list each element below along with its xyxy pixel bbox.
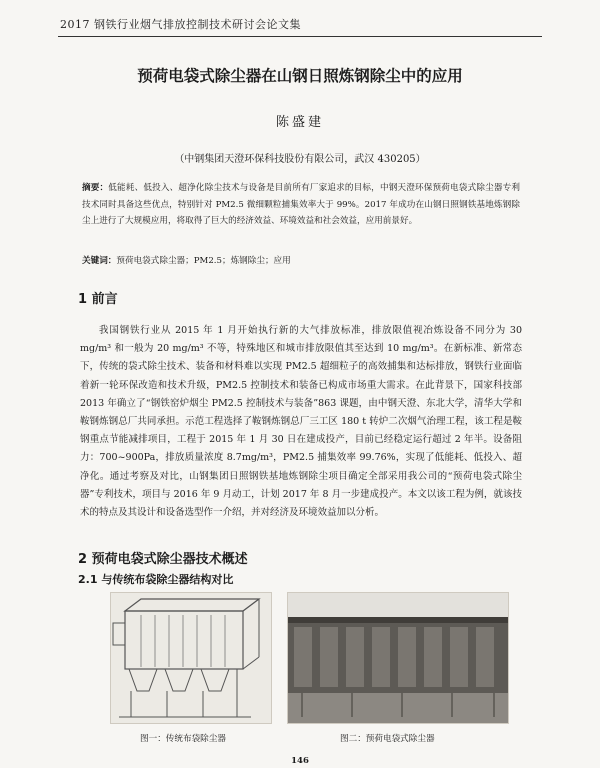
keywords-label: 关键词： (82, 256, 117, 266)
affiliation: （中钢集团天澄环保科技股份有限公司，武汉 430205） (174, 154, 426, 165)
author: 陈盛建 (275, 115, 324, 130)
running-head: 2017 钢铁行业烟气排放控制技术研讨会论文集 (60, 18, 301, 31)
figure-2-caption: 图二：预荷电袋式除尘器 (340, 734, 435, 744)
abstract (82, 180, 520, 230)
figure-1-caption: 图一：传统布袋除尘器 (140, 734, 226, 744)
figure-traditional-bag-filter (110, 592, 272, 724)
keywords (82, 254, 520, 266)
page-number: 146 (291, 756, 309, 766)
bag-filter-drawing (111, 593, 271, 723)
keywords-text: 预荷电袋式除尘器；PM2.5；炼钢除尘；应用 (116, 256, 291, 266)
figure-precharged-bag-filter (287, 592, 509, 724)
abstract-text: 低能耗、低投入、超净化除尘技术与设备是目前所有厂家追求的目标，中钢天澄环保预荷电袋式除尘器专利技术同时具备这些优点，特别针对 PM2.5 微细颗粒捕集效率大于 99%。2017 年成功在山钢日照钢铁基地炼钢除尘上进行了大规模应用，将取得了巨大的经济效益、环境效益和社会效益，应用前景好。 (82, 183, 520, 226)
paper-title: 预荷电袋式除尘器在山钢日照炼钢除尘中的应用 (137, 67, 463, 85)
header-rule (58, 36, 542, 37)
section-1-heading: 1 前言 (78, 292, 118, 307)
section-2-heading: 2 预荷电袋式除尘器技术概述 (78, 552, 248, 567)
abstract-label: 摘要： (82, 183, 109, 193)
section-1-paragraph: 我国钢铁行业从 2015 年 1 月开始执行新的大气排放标准，排放限值视冶炼设备不同分为 30 mg/m³ 和一般为 20 mg/m³ 不等，特殊地区和城市排放限值其至达到 10 mg/m³。在新标准、新常态下，传统的袋式除尘技术、装备和材料难以实现 PM2.5 超细粒子的高效捕集和达标排放，钢铁行业面临着新一轮环保改造和技术升级，PM2.5 控制技术和装备已构成市场重大需求。在此背景下，国家科技部 2013 年确立了“钢铁窑炉烟尘 PM2.5 控制技术与装备”863 课题，由中钢天澄、东北大学，清华大学和鞍钢炼钢总厂共同承担。示范工程选择了鞍钢炼钢总厂三工区 180 t 转炉二次烟气治理工程，该工程是鞍钢重点节能减排项目，工程于 2015 年 1 月 30 日在建成投产，目前已经稳定运行超过 2 年半。设备阻力：700~900Pa，排放质量浓度 8.7mg/m³，PM2.5 捕集效率 99.76%，实现了低能耗、低投入、超净化。通过考察及对比，山钢集团日照钢铁基地炼钢除尘项目确定全部采用我公司的“预荷电袋式除尘器”专利技术，项目与 2016 年 9 月动工，计划 2017 年 8 月一步建成投产。本文以该工程为例，就该技术的特点及其设计和设备选型作一介绍，并对经济及环境效益加以分析。 (80, 325, 522, 519)
section-2-1-heading: 2.1 与传统布袋除尘器结构对比 (78, 573, 234, 586)
precharged-filter-photo (288, 593, 508, 723)
